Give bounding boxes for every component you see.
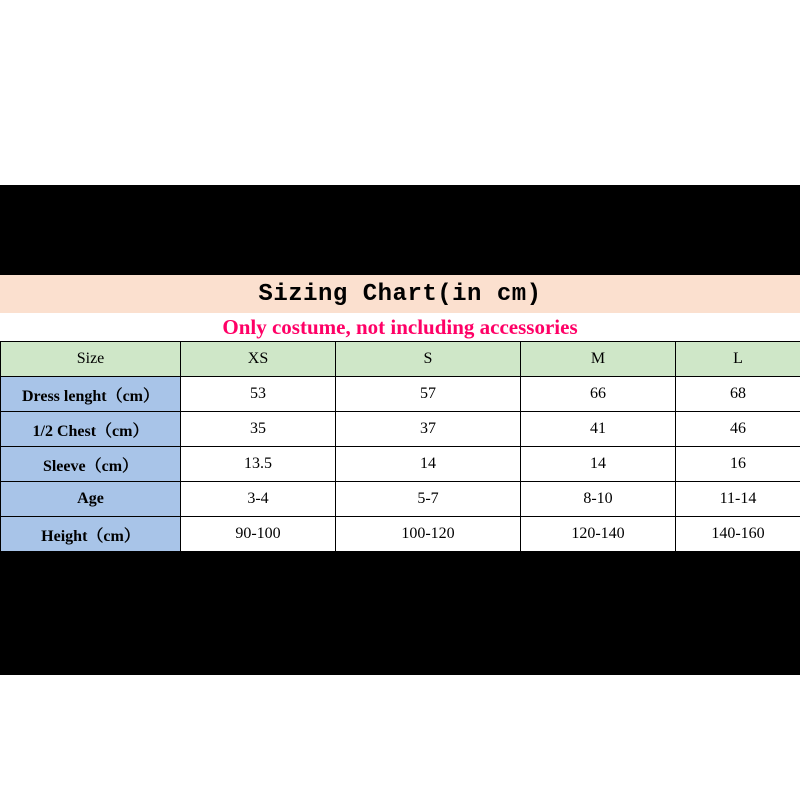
cell-sleeve-m: 14 bbox=[521, 447, 676, 482]
cell-age-l: 11-14 bbox=[676, 482, 800, 517]
sizing-table bbox=[0, 341, 800, 552]
cell-sleeve-l: 16 bbox=[676, 447, 800, 482]
cell-dress-length-s: 57 bbox=[336, 377, 521, 412]
cell-height-xs: 90-100 bbox=[181, 517, 336, 552]
cell-half-chest-l: 46 bbox=[676, 412, 800, 447]
row-label-height: Height（cm） bbox=[1, 517, 181, 552]
column-header-xs: XS bbox=[181, 342, 336, 377]
column-header-size: Size bbox=[1, 342, 181, 377]
table-row bbox=[1, 412, 800, 447]
cell-dress-length-m: 66 bbox=[521, 377, 676, 412]
cell-half-chest-m: 41 bbox=[521, 412, 676, 447]
row-label-age: Age bbox=[1, 482, 181, 517]
cell-age-xs: 3-4 bbox=[181, 482, 336, 517]
table-row bbox=[1, 517, 800, 552]
cell-height-m: 120-140 bbox=[521, 517, 676, 552]
cell-height-s: 100-120 bbox=[336, 517, 521, 552]
chart-subtitle: Only costume, not including accessories bbox=[222, 314, 578, 339]
row-label-half-chest: 1/2 Chest（cm） bbox=[1, 412, 181, 447]
chart-subtitle-bar bbox=[0, 313, 800, 341]
cell-sleeve-s: 14 bbox=[336, 447, 521, 482]
cell-age-s: 5-7 bbox=[336, 482, 521, 517]
column-header-l: L bbox=[676, 342, 800, 377]
chart-title-bar bbox=[0, 275, 800, 313]
cell-dress-length-l: 68 bbox=[676, 377, 800, 412]
cell-half-chest-xs: 35 bbox=[181, 412, 336, 447]
cell-half-chest-s: 37 bbox=[336, 412, 521, 447]
table-row bbox=[1, 482, 800, 517]
row-label-sleeve: Sleeve（cm） bbox=[1, 447, 181, 482]
cell-height-l: 140-160 bbox=[676, 517, 800, 552]
column-header-m: M bbox=[521, 342, 676, 377]
row-label-dress-length: Dress lenght（cm） bbox=[1, 377, 181, 412]
column-header-s: S bbox=[336, 342, 521, 377]
cell-age-m: 8-10 bbox=[521, 482, 676, 517]
cell-dress-length-xs: 53 bbox=[181, 377, 336, 412]
table-row bbox=[1, 447, 800, 482]
sizing-chart-block bbox=[0, 275, 800, 552]
page-title: Sizing Chart(in cm) bbox=[258, 280, 542, 308]
table-header-row bbox=[1, 342, 800, 377]
table-row bbox=[1, 377, 800, 412]
cell-sleeve-xs: 13.5 bbox=[181, 447, 336, 482]
